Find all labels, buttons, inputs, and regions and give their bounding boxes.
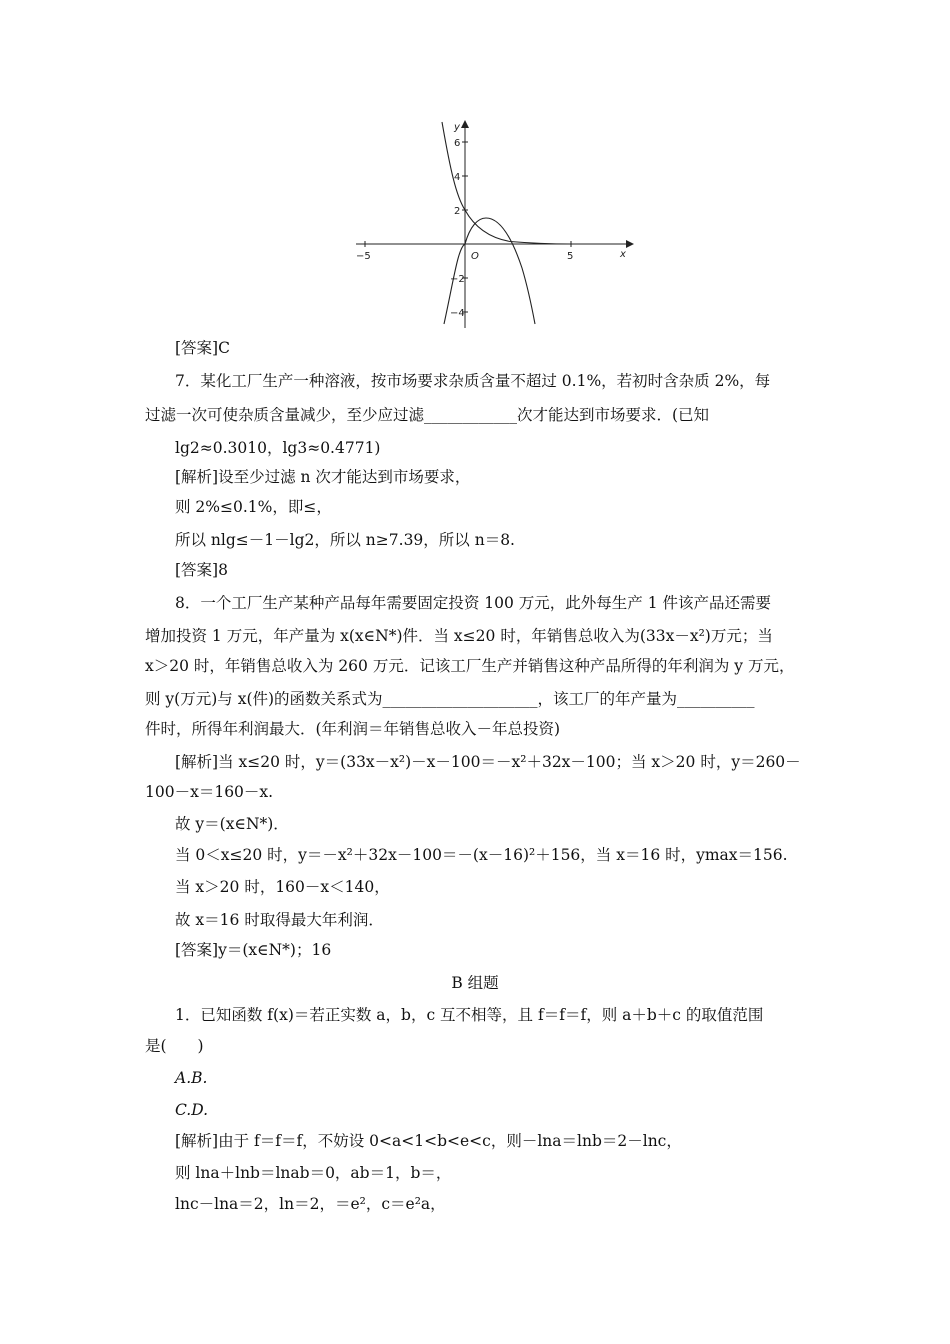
question-7-line: 过滤一次可使杂质含量减少，至少应过滤____________次才能达到市场要求．(已知 bbox=[145, 406, 710, 424]
question-7-line: lg2≈0.3010，lg3≈0.4771) bbox=[175, 439, 381, 457]
solution-line: 故 y＝(x∈N*)． bbox=[175, 815, 289, 833]
solution-line: 故 x＝16 时取得最大年利润． bbox=[175, 911, 384, 929]
y-tick-label: −2 bbox=[450, 274, 465, 285]
solution-line: [解析]由于 f＝f＝f，不妨设 0<a<1<b<e<c，则－lna＝lnb＝2－lnc， bbox=[175, 1132, 682, 1150]
y-tick-label: 4 bbox=[454, 172, 461, 183]
y-tick-label: 2 bbox=[454, 206, 461, 217]
question-8-line: 则 y(万元)与 x(件)的函数关系式为____________________，该工厂的年产量为__________ bbox=[145, 690, 755, 708]
question-b1-line: 1．已知函数 f(x)＝若正实数 a，b，c 互不相等，且 f＝f＝f，则 a＋b＋c 的取值范围 bbox=[175, 1006, 764, 1024]
solution-line: 当 0＜x≤20 时，y＝－x²＋32x－100＝－(x－16)²＋156，当 x＝16 时，ymax＝156. bbox=[175, 846, 788, 864]
solution-line: 则 2%≤0.1%，即≤， bbox=[175, 498, 332, 516]
x-axis-arrow bbox=[626, 240, 634, 248]
x-tick-label: 5 bbox=[567, 251, 574, 262]
solution-line: 100－x＝160－x. bbox=[145, 783, 274, 801]
y-tick-label: 6 bbox=[454, 138, 461, 149]
options-line: A.B. bbox=[175, 1069, 208, 1087]
question-8-line: 增加投资 1 万元，年产量为 x(x∈N*)件．当 x≤20 时，年销售总收入为(33x－x²)万元；当 bbox=[145, 627, 773, 645]
solution-line: 所以 nlg≤－1－lg2，所以 n≥7.39，所以 n＝8. bbox=[175, 531, 515, 549]
answer-line: [答案]y＝(x∈N*)；16 bbox=[175, 941, 332, 959]
question-8-line: 件时，所得年利润最大．(年利润＝年销售总收入－年总投资) bbox=[145, 720, 561, 738]
section-heading: B 组题 bbox=[451, 974, 499, 992]
answer-line: [答案]8 bbox=[175, 561, 228, 579]
y-axis-label: y bbox=[454, 122, 460, 133]
decay-curve bbox=[442, 122, 571, 244]
question-7-line: 7．某化工厂生产一种溶液，按市场要求杂质含量不超过 0.1%，若初时含杂质 2%，每 bbox=[175, 372, 771, 390]
solution-line: 当 x＞20 时，160－x＜140， bbox=[175, 878, 390, 896]
options-line: C.D. bbox=[175, 1101, 209, 1119]
solution-line: [解析]设至少过滤 n 次才能达到市场要求， bbox=[175, 468, 471, 486]
origin-label: O bbox=[471, 251, 479, 262]
y-tick-label: −4 bbox=[450, 308, 465, 319]
question-8-line: x＞20 时，年销售总收入为 260 万元．记该工厂生产并销售这种产品所得的年利润为 y 万元， bbox=[145, 657, 795, 675]
question-b1-line: 是( ) bbox=[145, 1037, 204, 1055]
question-8-line: 8．一个工厂生产某种产品每年需要固定投资 100 万元，此外每生产 1 件该产品还需要 bbox=[175, 594, 772, 612]
answer-line: [答案]C bbox=[175, 339, 230, 357]
y-axis-arrow bbox=[461, 120, 469, 128]
solution-line: lnc－lna＝2，ln＝2，＝e²，c＝e²a， bbox=[175, 1195, 446, 1213]
function-graph bbox=[350, 118, 635, 330]
solution-line: [解析]当 x≤20 时，y＝(33x－x²)－x－100＝－x²＋32x－100；当 x＞20 时，y＝260－ bbox=[175, 753, 801, 771]
x-axis-label: x bbox=[620, 249, 626, 260]
solution-line: 则 lna＋lnb＝lnab＝0，ab＝1，b＝， bbox=[175, 1164, 452, 1182]
x-tick-label: −5 bbox=[356, 251, 371, 262]
